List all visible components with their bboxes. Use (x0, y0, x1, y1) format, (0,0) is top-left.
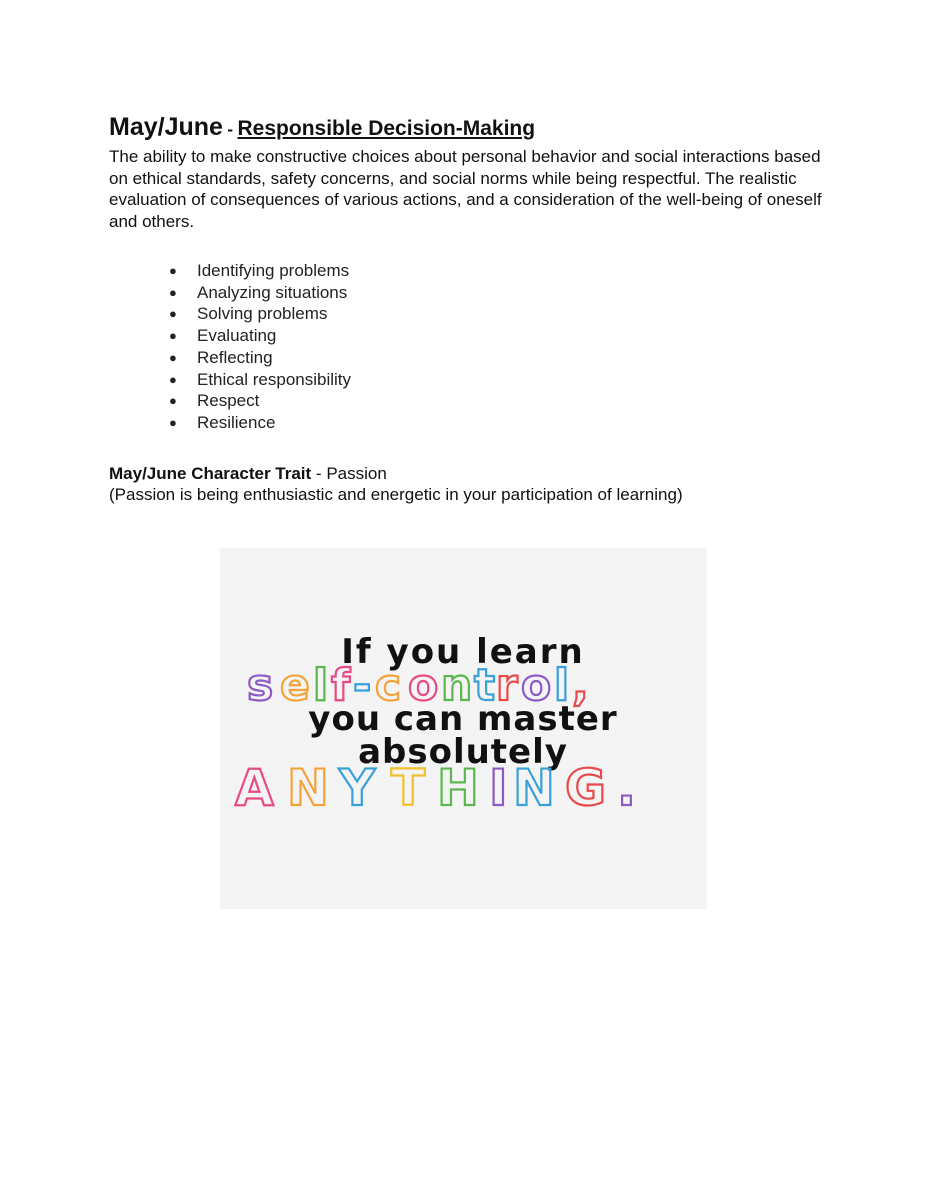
skill-label: Resilience (197, 412, 276, 432)
poster-letter: T (391, 759, 426, 817)
skill-label: Identifying problems (197, 261, 350, 280)
poster-letter: t (474, 660, 496, 711)
poster-letter: I (489, 759, 508, 817)
poster-letter: N (513, 759, 555, 817)
bullet-icon: ● (169, 349, 177, 365)
skill-item (169, 282, 829, 304)
poster-line-4: absolutely (358, 732, 568, 772)
character-trait (109, 463, 829, 485)
poster-letter: o (408, 660, 439, 711)
document-page (109, 112, 829, 506)
heading-period: May/June (109, 113, 223, 141)
poster-line-3: you can master (308, 699, 618, 739)
poster-letter: Y (339, 759, 376, 817)
motivational-poster-image (220, 548, 707, 909)
poster-letter: . (617, 759, 636, 817)
skill-item (169, 260, 829, 282)
poster-letter: - (353, 660, 372, 711)
skills-list (109, 260, 829, 434)
poster-letter: n (441, 660, 473, 711)
poster-letter: G (565, 759, 607, 817)
trait-description: (Passion is being enthusiastic and energetic in your participation of learning) (109, 485, 683, 505)
bullet-icon: ● (169, 284, 177, 300)
skill-item (169, 325, 829, 347)
trait-label: May/June Character Trait (109, 463, 312, 483)
poster-artwork (220, 548, 707, 909)
bullet-icon: ● (169, 263, 177, 278)
poster-letter: l (554, 660, 570, 711)
poster-line-1: If you learn (341, 632, 585, 672)
poster-letter: f (331, 660, 351, 711)
trait-value: Passion (326, 463, 387, 483)
skill-label: Analyzing situations (197, 282, 348, 302)
bullet-icon: ● (169, 306, 177, 322)
poster-letter: c (375, 660, 402, 711)
skill-item (169, 369, 829, 391)
heading-competency: Responsible Decision-Making (237, 117, 536, 140)
poster-letter: s (247, 660, 274, 711)
bullet-icon: ● (169, 414, 177, 430)
skill-label: Solving problems (197, 304, 328, 324)
skill-label: Evaluating (197, 326, 277, 346)
poster-letter: l (313, 660, 329, 711)
bullet-icon: ● (169, 328, 177, 344)
bullet-icon: ● (169, 371, 177, 387)
poster-letter: o (521, 660, 552, 711)
skill-item (169, 303, 829, 325)
skill-label: Respect (197, 391, 260, 411)
competency-definition: The ability to make constructive choices about personal behavior and social interactions based on ethical standards, safety concerns, and social norms while being respectful. The realistic evaluation of consequences of various actions, and a consideration of the well-being of oneself and others. (109, 147, 822, 231)
skill-label: Ethical responsibility (197, 369, 352, 389)
poster-letter: r (496, 660, 518, 711)
page-heading (109, 112, 829, 146)
heading-separator: - (227, 120, 234, 139)
poster-letter: A (235, 759, 274, 817)
poster-letter: , (572, 660, 589, 711)
trait-separator: - (311, 463, 327, 483)
poster-letter: N (287, 759, 329, 817)
skill-item (169, 390, 829, 412)
skill-item (169, 347, 829, 369)
bullet-icon: ● (169, 393, 177, 409)
poster-letter: H (437, 759, 479, 817)
skill-item (169, 412, 829, 434)
poster-letter: e (280, 660, 310, 711)
skill-label: Reflecting (197, 347, 273, 367)
